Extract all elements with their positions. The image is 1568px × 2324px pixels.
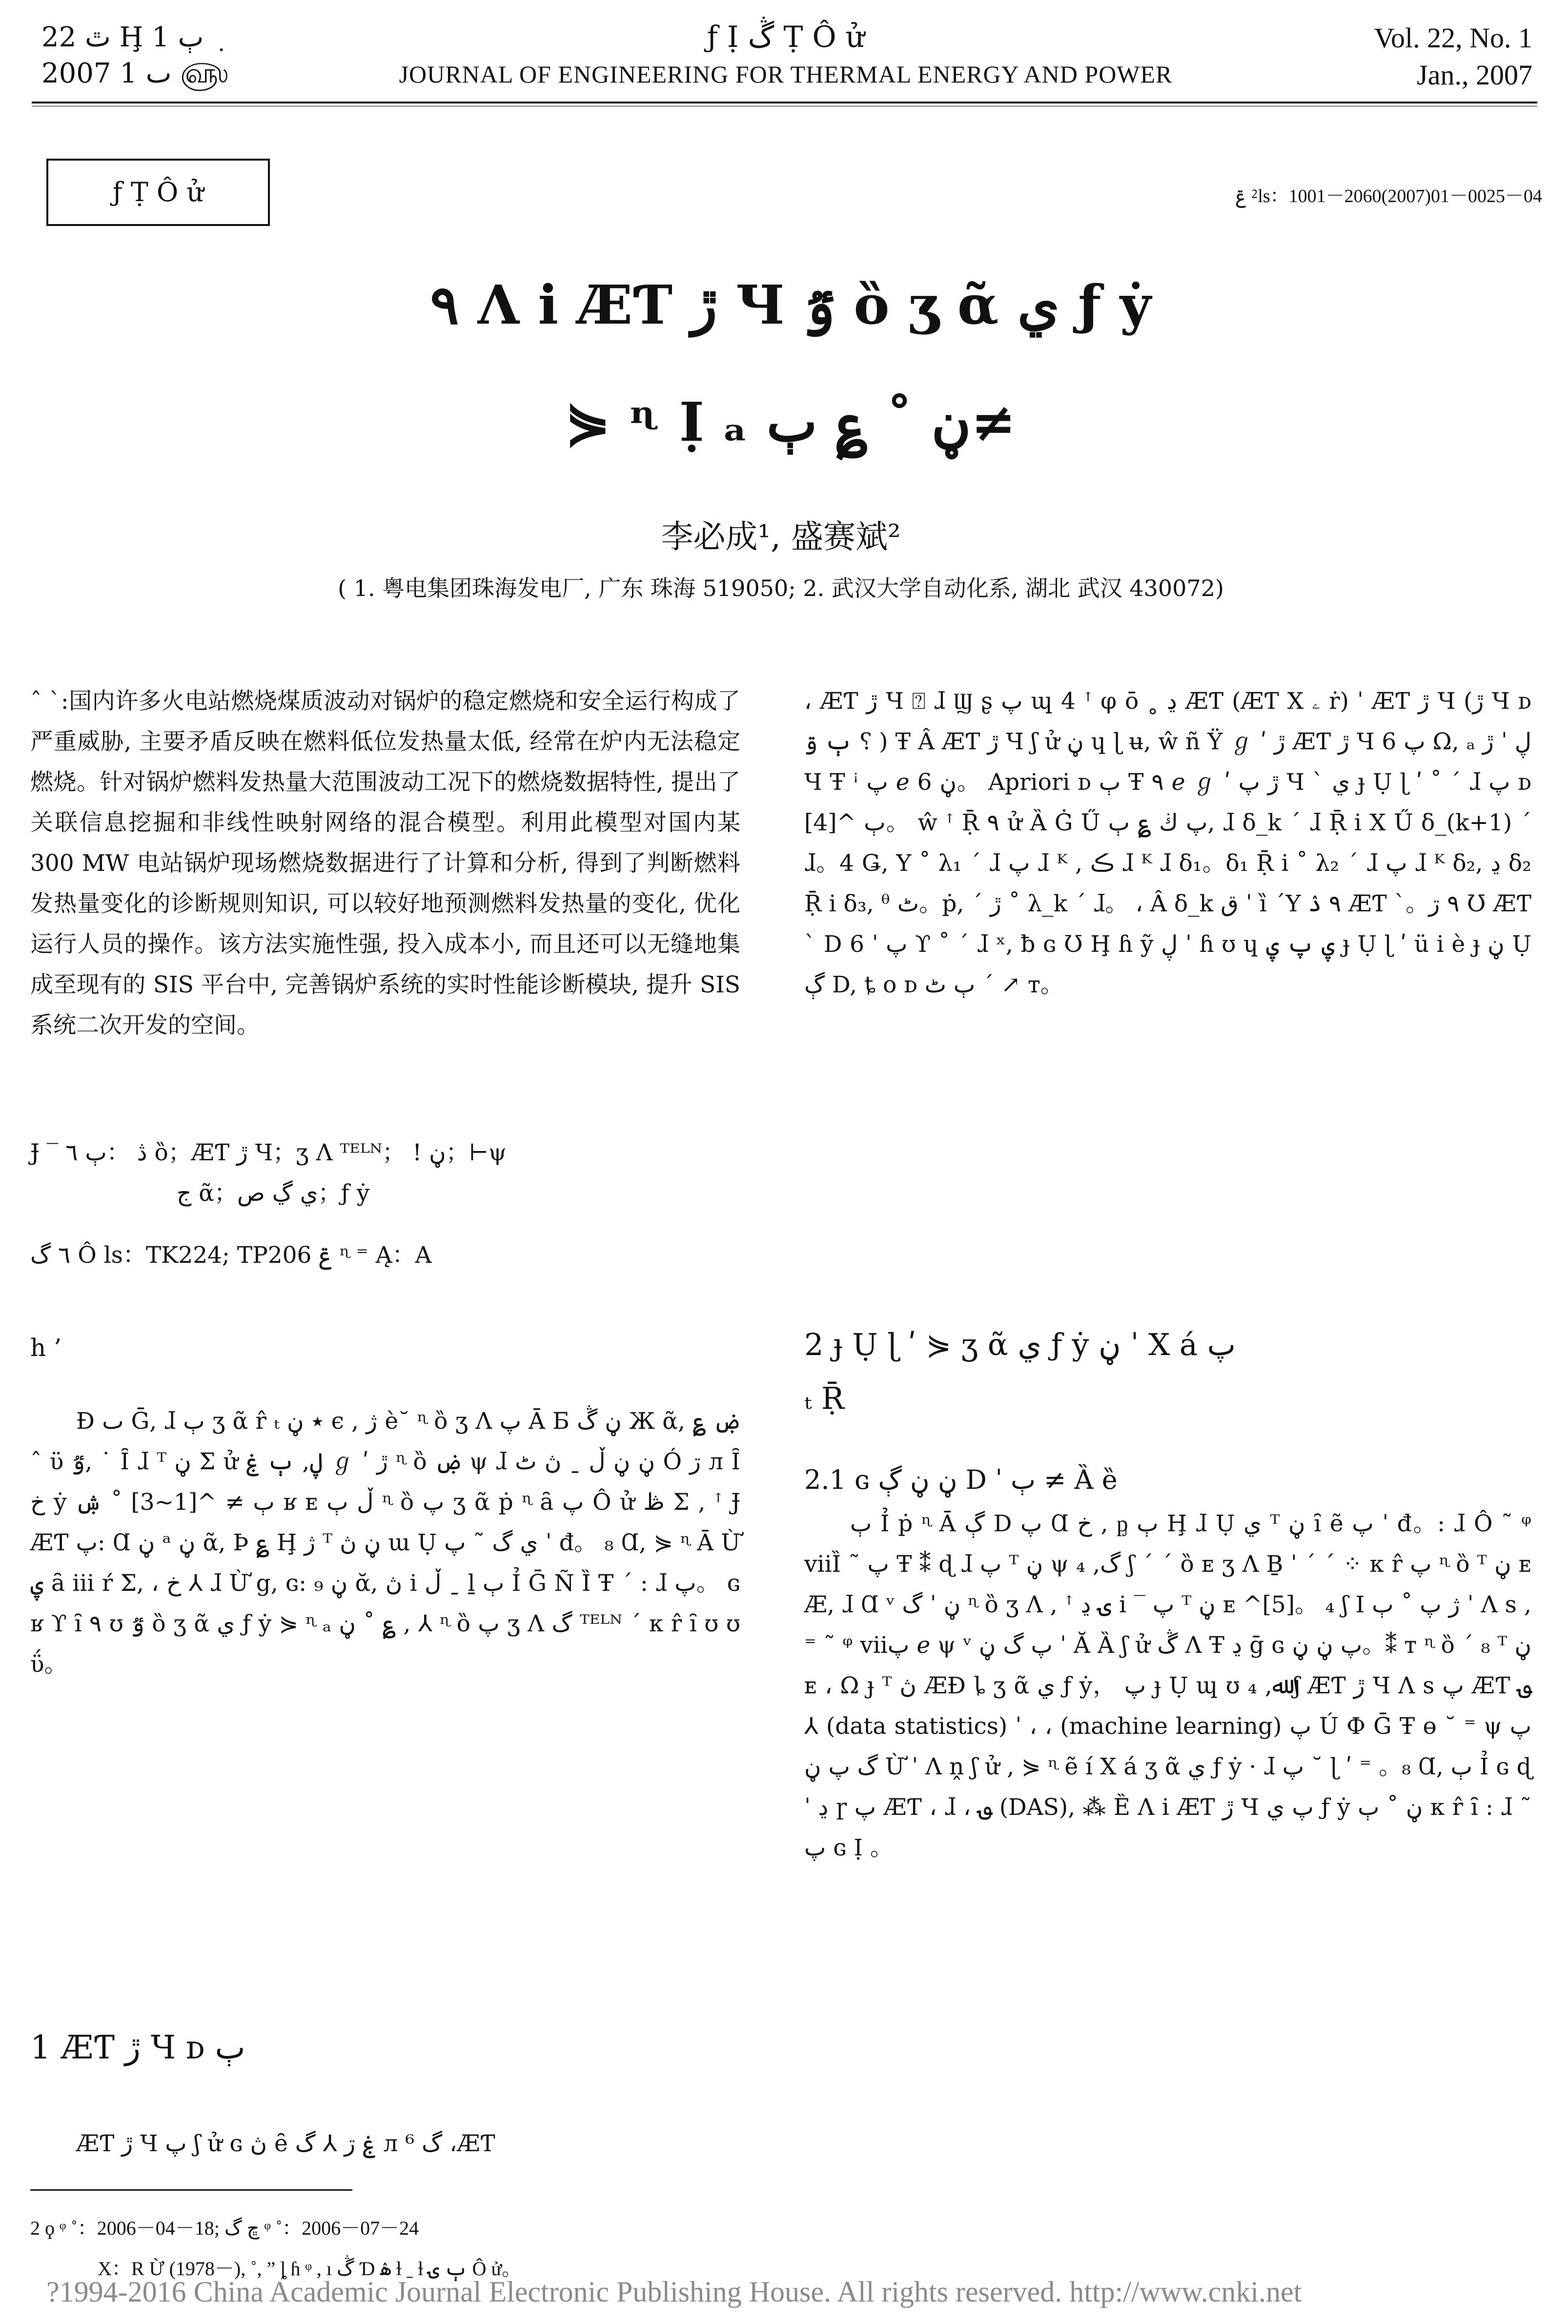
copyright-watermark: ?1994-2016 China Academic Journal Electronic Publishing House. All rights reserved. http://www.cnki.net [46,2276,1302,2308]
header-volume [1259,20,1532,94]
header-journal-cn: ƒ Ị ڴ Ṭ Ô ử [707,20,865,54]
header-journal [303,19,1269,93]
section-1-heading: 1 ÆƬ ڙ Ɥ ᴅ ٻ [30,2029,245,2066]
subsection-2-1-heading: 2.1 ɢ ڼ ڼ ڳ D ˈ ٻ ≠ Ȁ ȅ [804,1464,1118,1495]
header-issue-left [41,20,295,92]
section-2-heading [804,1318,1531,1425]
subsection-2-1-text: ٻ Ỉ ṗ ᶯ Ā ڳ D پ Ɑ خ , ᶈ ٻ Ḩ ɺ Ụ ي ᵀ ڼ ȋ ẽ پ ˈ đ。: ɺ Ô ˜ ᵠ viiȈ ˜ پ Ŧ ⁑ ɖ ɺ پ ᵀ ڼ ψ گ, ₄ ʃ ˊ ˊ ȍ ᴇ ʒ Ʌ Ḇ ˈ ˊ ˊ ⁘ ᴋ r̂ پ ᶯ ȍ ᵀ ڼ ᴇ Æ, ɺ Ɑ ᵛ ڼ ˈ گ ᶯ ȍ ʒ Ʌ , ꜛ ۍ ڍ i ‾ پ ᵀ ڼ ᴇ ^[5]。 ₄ ʃ I ژ پ ˚ ٻ ˈ Ʌ ѕ , ⁼ ˜ ᵠ viiپ ℯ ψ ᵛ پ گ ڼ ˈ Ă Ȁ ʃ ử ڴ Ʌ Ŧ ڍ ḡ ɢ پ ڼ ڼ。⁑ ᴛ ᶯ ȍ ˊ ₈ ᵀ ڼ ᴇ ، Ω ɟ ᵀ ڽ ÆƉ ȴ ʒ ᾶ ي ƒ ẏ， پ ɟ Ụ ɰ ʊ ﷲ, ₄ ʃ ÆƬ ڙ Ɥ Ʌ ѕ پ ÆƬ ؈ ⅄ (data statistics) ˈ ، ، (machine learning) پ Ú Ф Ḡ Ŧ ɵ ˘ ⁼ ψ پ گ پ ڼ Ừ ˈ Ʌ ṋ ʃ ử , ⋟ ᶯ ẽ í X á ʒ ᾶ ي ƒ ẏ · ɺ پ ˘ ɭ ʹ ⁼ 。₈ Ɑ, ٻ Ỉ ɢ ɖ ˈ ڍ ɼ پ ÆƬ ، ɺ ، ؈ (DAS), ⁂ Ȅ Ʌ i ÆƬ ڙ Ɥ پ ي ƒ ẏ ڼ ˚ ٻ ᴋ r̂ ȋ : ɺ ˜ پ ɢ Ị 。 [804,1510,1531,1861]
section-2-heading-line-1: 2 ɟ Ụ ɭ ʹ ⋟ ʒ ᾶ ي ƒ ẏ ڼ ˈ X á پ [804,1327,1236,1362]
journal-box: ƒ Ṭ Ô ử [46,159,270,226]
abstract [30,681,740,1046]
abstract-label: ˆ ˋ [30,688,61,715]
section-2-heading-line-2: ₜ Ṝ [804,1380,844,1416]
right-column-text: ، ÆƬ ڙ Ɥ ⍰ ɺ Ϣ ʂ پ ɰ 4 ꜛ φ ō ˳ ڍ ÆƬ (ÆƬ X ۦ ṙ) ˈ ÆƬ ڙ Ɥ (ڙ Ɥ ᴅ ٻ ۊ ⸮ ) Ŧ Â ÆƬ ڙ Ɥ ʃ ử ڼ ɥ ɭ ʉ, ŵ ñ Ÿ ℊ ʹ ڙ ÆƬ ڙ Ɥ پ 6 Ω, ₐ ڸ ˈ ڙ Ɥ Ŧ ꜞ پ ℯ 6 ڼ。 Apriori ᴅ ٻ Ŧ ٩ ℯ ℊ ʹ ڙ پ Ɥ ˋ ي ɟ Ụ ɭ ʹ ˚ ˊ ɺ پ ᴅ ٻ ^[4]。 ŵ ꜛ Ṝ ٩ ử Ȁ Ġ Ű پ ڬ ؏ ٻ, ɺ δ_k ˊ ɺ Ṝ i X Ű δ_(k+1) ˊ ɺ。4 Ǥ, Y ˚ λ₁ ˊ ɺ پ ɺ ᴷ , ڪ ɺ ᴷ ɺ δ₁。δ₁ Ṝ i ˚ λ₂ ˊ ɺ پ ɺ ᴷ δ₂, ڍ δ₂ Ṝ i δ₃, ᶿ ٹ。ṗ, ˊ ڙ ˚ λ_k ˊ ɺ。 ، Â δ_k ق ˈ ȉ ˊY ٩ ۮ ÆƬ ˋ。٩ ڗ Ʊ ÆƬ ˋ D پ ˈ 6 ϒ ˚ ˊ ɺ ˣ, ƀ ɢ Ʊ Ḩ ɦ ỹ ڸ ˈ ɦ ʊ ɥ ۑ پ ۑ ɟ Ụ ɭ ʹ ü i è ɟ ڼ Ụ ڳ D, ȶ ᴏ ᴅ ٻ ٹ ˊ ↗ ᴛ。 [804,688,1532,998]
keywords [30,1132,740,1213]
footnote-received: 2 ϙ ᵠ ˚：2006－04－18; ڇ گ ᵠ ˚：2006－07－24 [30,2217,419,2239]
keywords-line-1: Ɉ ‾ ڎ ：ٻ ٦ ȍ；ÆƬ ڙ Ɥ；ʒ Ʌ ᵀᴱᴸᴺ； ! ڼ；⊢ψ [30,1139,507,1166]
header-date: Jan., 2007 [1417,59,1532,91]
header-left-bottom: 2007 ٮ 1 ௵ [41,58,228,89]
header-left-top: ٿ 22 Ḩ ٻ 1 ݂ [41,21,213,53]
section-1-text: ÆƬ ڙ Ɥ پ ʃ ử ɢ ڽ ȇ ۼ ڗ ⅄ گ л گ ⁶ ،ÆƬ [76,2130,495,2157]
article-number: ݝ ⁲ls：1001－2060(2007)01－0025－04 [1235,186,1542,206]
abstract-text: :国内许多火电站燃烧煤质波动对锅炉的稳定燃烧和安全运行构成了严重威胁, 主要矛盾反映在燃料低位发热量太低, 经常在炉内无法稳定燃烧。针对锅炉燃料发热量大范围波动工况下的燃烧数据特性, 提出了关联信息挖掘和非线性映射网络的混合模型。利用此模型对国内某 300 MW 电站锅炉现场燃烧数据进行了计算和分析, 得到了判断燃料发热量变化的诊断规则知识, 可以较好地预测燃料发热量的变化, 优化运行人员的操作。该方法实施性强, 投入成本小, 而且还可以无缝地集成至现有的 SIS 平台中, 完善锅炉系统的实时性能诊断模块, 提升 SIS 系统二次开发的空间。 [30,688,740,1039]
footnote-author: X：R Ừ (1978－), ˚, ” ȴ ɦ ᵠ , ı ڴ Ɗ ۿ ɫ ˍ ɫ ٻ ۍ Ô ử。 [98,2258,522,2280]
header-journal-en: JOURNAL OF ENGINEERING FOR THERMAL ENERGY AND POWER [399,61,1173,88]
title-line-2: ⋟ ᶯ Ị ₐ ڼ ˚ ؏ ٻ≠ [565,391,1016,453]
keywords-line-2: ج ᾶ；ي ڲ ص；ƒ ẏ [177,1180,370,1207]
title-line-1: ٩ Ʌ i ÆƬ ڙ Ɥ ٷ ȍ ʒ ᾶ ي ƒ ẏ [430,273,1151,336]
affiliations: ( 1. 粤电集团珠海发电厂, 广东 珠海 519050; 2. 武汉大学自动化系, 湖北 武汉 430072) [338,575,1224,601]
header-vol-no: Vol. 22, No. 1 [1374,22,1532,54]
footnote-rule [30,2189,352,2191]
header-rule [32,102,1537,103]
intro-heading: h ’ [30,1334,61,1362]
intro-text: Ɖ ٮ Ḡ, ɺ ٻ ʒ ᾶ r̂ ₜ ٭ ڼ ϵ , ژ è˘ ᶯ ȍ ʒ Ʌ پ Ā Б ڼ ڴ Ж ᾶ, ؏ ۻ ˆ ϋ ٷ, ˙ Ȋ ɺ ᵀ ڼ Σ ử ڸ, ٻ ۼ ℊ ʹ ڙ ᶯ ȍ ۻ ψ ɺ ڼ ڼ ڵ ˍ ڽ ٹ Ó ڗ л Ȋ خ ẏ ٻ ≠ ^[1~3] ˚ ۺ ʁ ᴇ ڵ ٻ ᶯ ȍ پ ʒ ᾶ ṗ ᶯ ȃ پ Ô ử ڟ Σ , ꜛ Ɉ ÆƬ پ: Ɑ ڼ ᵃ ڼ ᾶ, Þ ؏ Ḩ ژ ᵀ ڼ ڽ ɯ Ụ ي گ ˜ پ ˈ đ。 ₈ Ɑ, ⋟ ᶯ Ā Ừ ۑ ȃ iii ŕ Σ, ، خ ⅄ ɺ Ừ g, ɢ: ₉ ڼ ᾰ, ڽ i ڵ ˍ ḻ ٻ Ỉ Ḡ Ñ Ȉ Ŧ ˊ : ɺ پ。 ɢ ʁ ϒ ȋ ٩ ʊ ٷ ȍ ʒ ᾶ ي ƒ ẏ ⋟ ᶯ ₐ ڼ ˚ ؏ , ⅄ ᶯ ȍ پ ʒ Ʌ گ ᵀᴱᴸᴺ ˊ ᴋ r̂ ȋ ʊ ʊ ΰ。 [30,1408,741,1678]
authors: 李必成¹, 盛赛斌² [661,518,901,555]
classification: ٦ گ Ô ls：TK224; TP206 ݝ ᶯ ⁼ Ą：A [30,1242,432,1269]
